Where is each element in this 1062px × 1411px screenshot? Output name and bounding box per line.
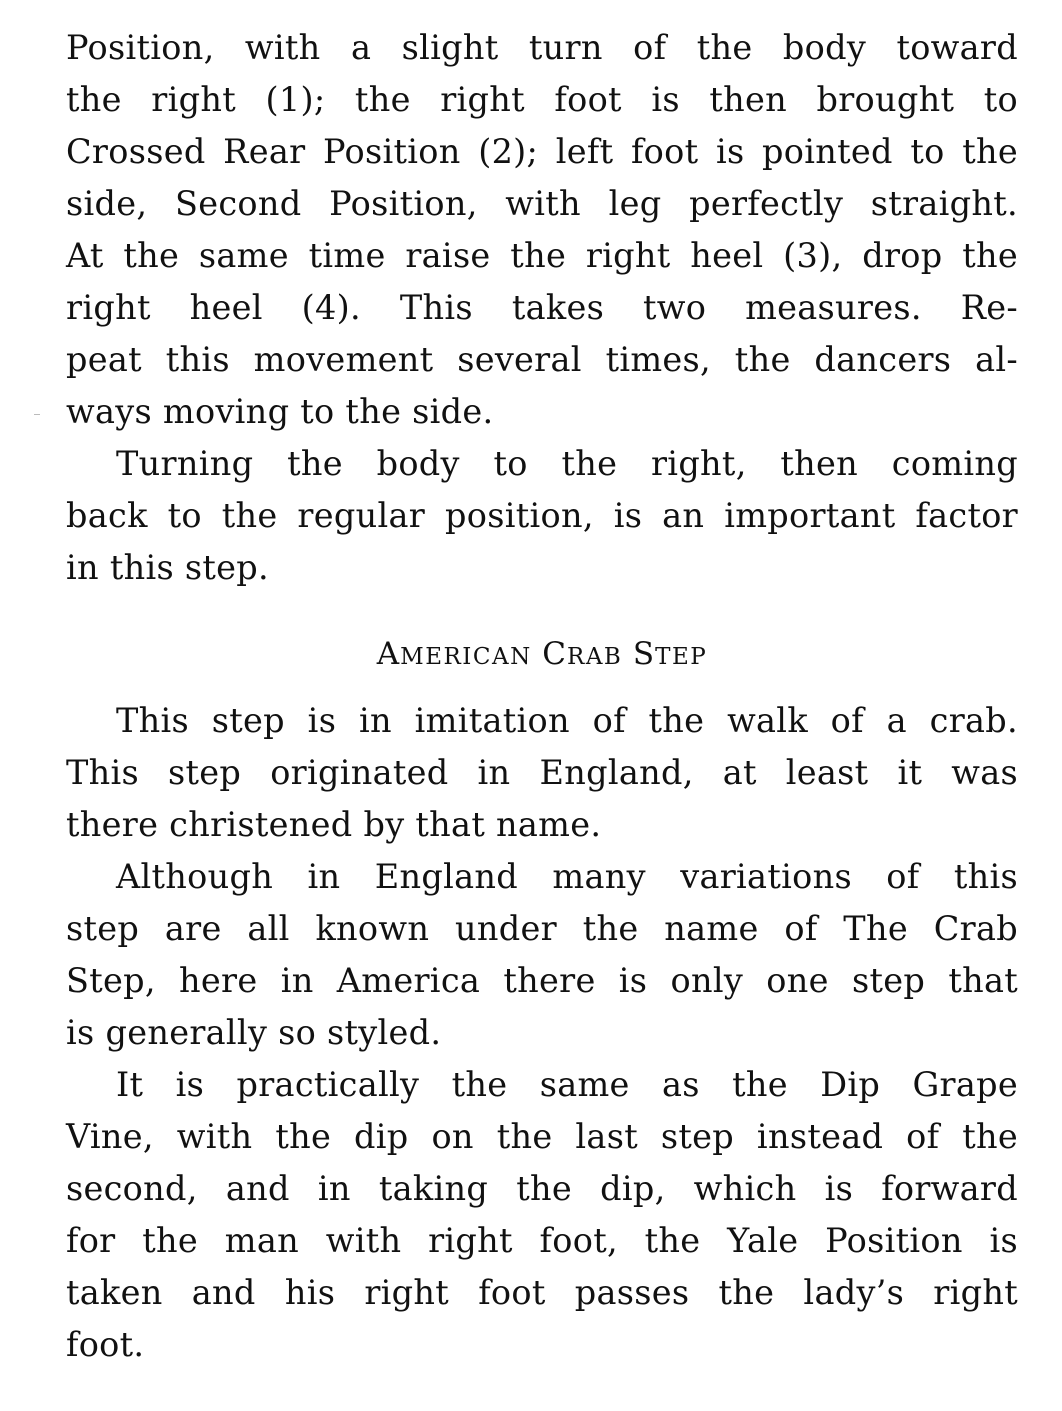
text-line: At the same time raise the right heel (3), drop the — [66, 236, 1018, 275]
text-line: Crossed Rear Position (2); left foot is pointed to the — [66, 132, 1018, 171]
text-line: It is practically the same as the Dip Grape — [116, 1065, 1018, 1104]
heading-initial: A — [376, 636, 401, 672]
text-line: Position, with a slight turn of the body toward — [66, 28, 1018, 67]
paragraph-4 — [66, 851, 1018, 1059]
text-line: foot. — [66, 1325, 145, 1364]
heading-smallcaps: TEP — [655, 644, 708, 670]
text-line: Turning the body to the right, then coming — [116, 444, 1018, 483]
margin-mark — [34, 414, 40, 415]
paragraph-1 — [66, 22, 1018, 438]
text-line: right heel (4). This takes two measures. Re- — [66, 288, 1018, 327]
text-line: taken and his right foot passes the lady’s right — [66, 1273, 1018, 1312]
paragraph-2 — [66, 438, 1018, 594]
text-line: side, Second Position, with leg perfectly straight. — [66, 184, 1018, 223]
text-line: second, and in taking the dip, which is forward — [66, 1169, 1018, 1208]
text-line: ways moving to the side. — [66, 392, 494, 431]
page-body — [66, 22, 1018, 1371]
text-line: peat this movement several times, the dancers al- — [66, 340, 1018, 379]
heading-smallcaps: RAB — [567, 644, 623, 670]
text-line: back to the regular position, is an important factor — [66, 496, 1018, 535]
text-line: for the man with right foot, the Yale Position is — [66, 1221, 1018, 1260]
heading-initial: S — [632, 636, 656, 672]
paragraph-3 — [66, 695, 1018, 851]
text-line: Although in England many variations of this — [116, 857, 1018, 896]
text-line: is generally so styled. — [66, 1013, 442, 1052]
text-line: step are all known under the name of The Crab — [66, 909, 1018, 948]
heading-smallcaps: MERICAN — [400, 644, 532, 670]
section-heading — [66, 634, 1018, 677]
paragraph-5 — [66, 1059, 1018, 1371]
text-line: there christened by that name. — [66, 805, 602, 844]
heading-initial: C — [542, 636, 567, 672]
text-line: Vine, with the dip on the last step instead of the — [66, 1117, 1018, 1156]
text-line: This step originated in England, at least it was — [66, 753, 1018, 792]
text-line: the right (1); the right foot is then brought to — [66, 80, 1018, 119]
text-line: This step is in imitation of the walk of a crab. — [116, 701, 1018, 740]
text-line: in this step. — [66, 548, 270, 587]
text-line: Step, here in America there is only one step that — [66, 961, 1018, 1000]
